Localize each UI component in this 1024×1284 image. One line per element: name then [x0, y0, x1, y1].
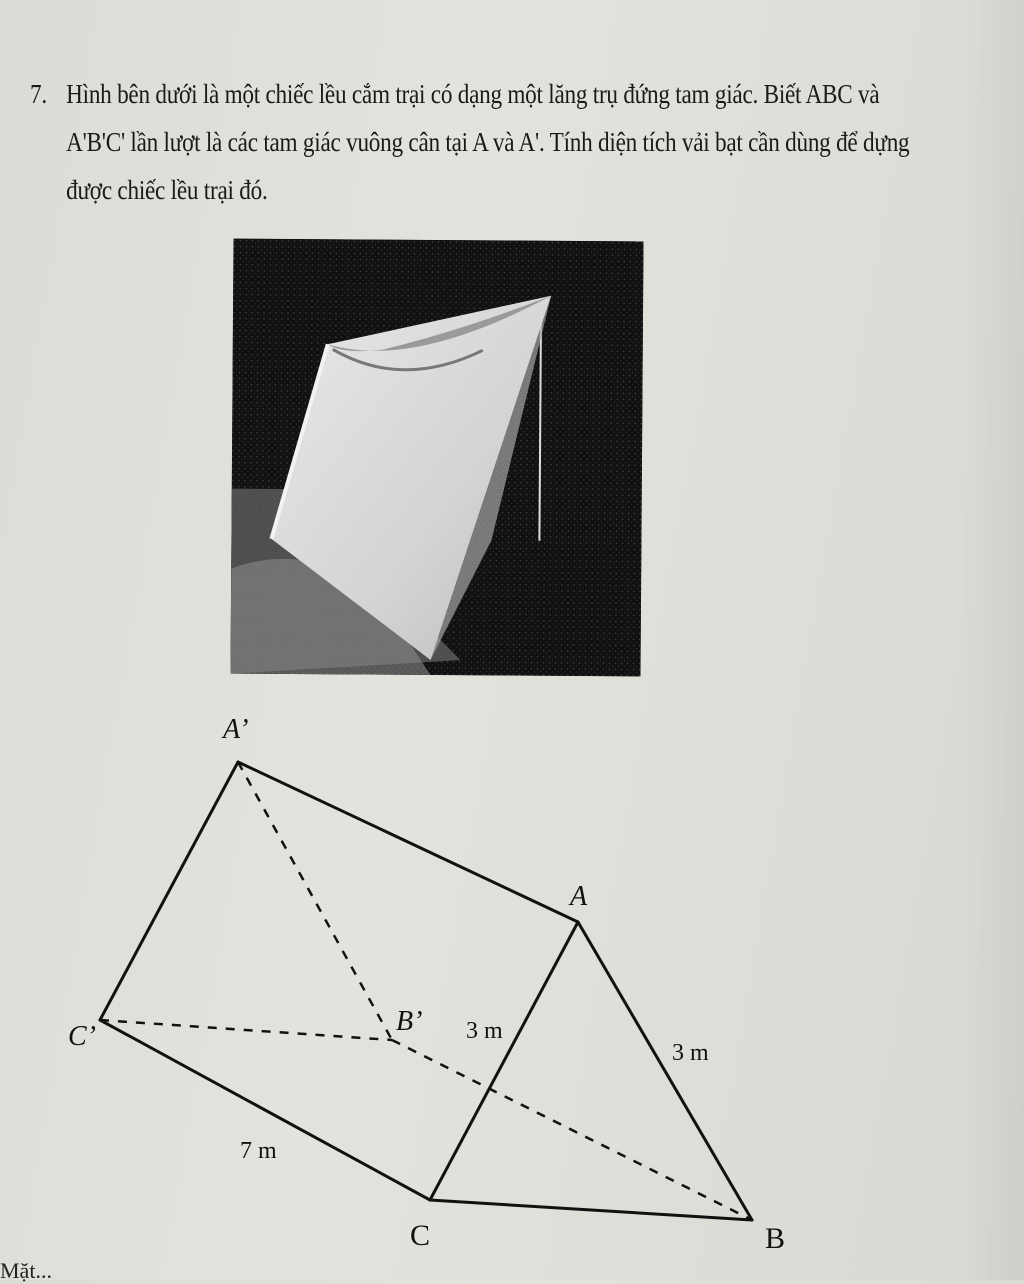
edge-A-prime-B-prime	[238, 762, 392, 1040]
question-text: Hình bên dưới là một chiếc lều cắm trại có dạng một lăng trụ đứng tam giác. Biết ABC và A'B'C' lần lượt là các tam giác vuông cân tại A và A'. Tính diện tích vải bạt cần dùng để dựng được chiếc lều trại đó.	[66, 79, 910, 205]
question-number: 7.	[30, 79, 47, 109]
label-A-prime: A’	[223, 714, 249, 745]
length-label-ab-prime: 3 m	[466, 1018, 503, 1044]
label-A: A	[570, 881, 588, 912]
question-block	[30, 70, 910, 214]
edge-A-prime-C-prime	[100, 762, 238, 1020]
edge-A-prime-A	[238, 762, 578, 922]
edge-C-prime-C	[100, 1020, 430, 1200]
label-C: C	[410, 1219, 431, 1252]
edge-A-B	[578, 922, 752, 1220]
prism-diagram	[0, 690, 1024, 1280]
edge-C-B	[430, 1200, 752, 1220]
label-C-prime: C’	[68, 1021, 96, 1052]
tent-photo-drawing	[230, 239, 643, 677]
footer-text: Mặt...	[0, 1258, 52, 1283]
label-B-prime: B’	[396, 1006, 423, 1037]
tent-photo	[230, 239, 643, 677]
length-label-ab: 3 m	[672, 1040, 709, 1066]
edge-C-prime-B-prime	[100, 1020, 392, 1040]
label-B: B	[765, 1222, 786, 1255]
edge-A-C	[430, 922, 578, 1200]
length-label-cc: 7 m	[240, 1138, 277, 1164]
